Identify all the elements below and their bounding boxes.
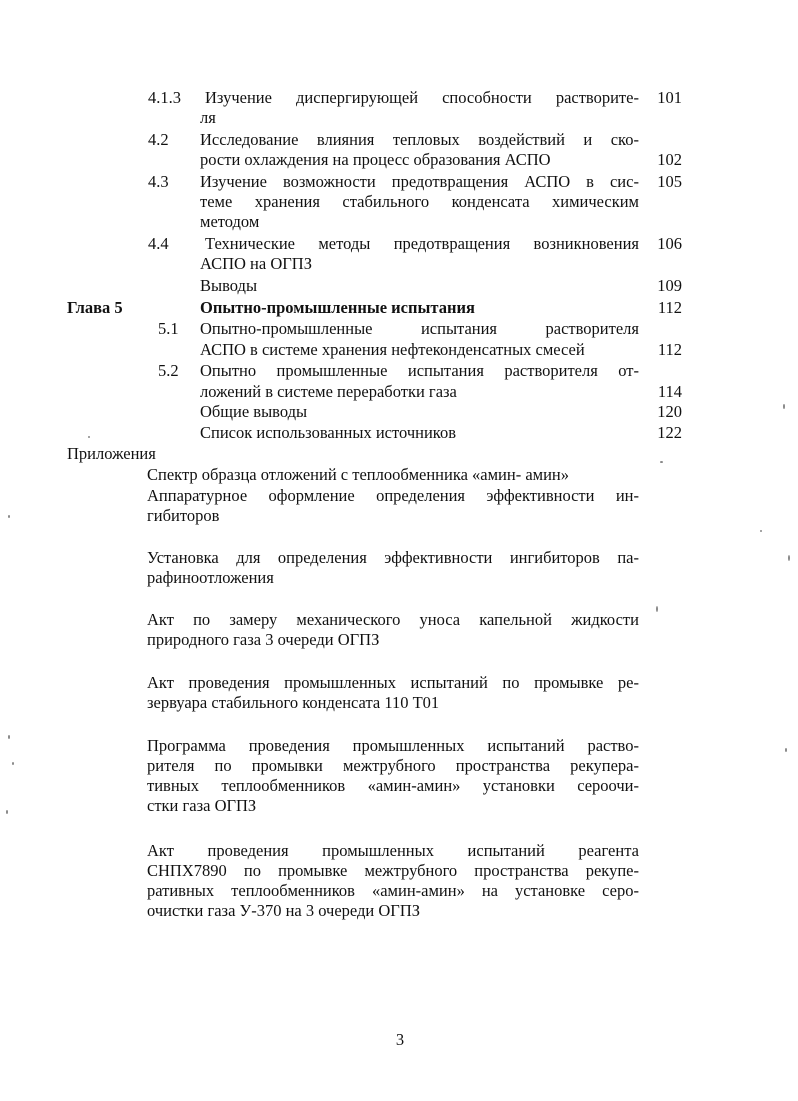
toc-page-number: 101 — [657, 88, 682, 107]
toc-text-line: рости охлаждения на процесс образования АСПО — [200, 150, 551, 169]
appendix-line: гибиторов — [147, 506, 220, 525]
appendix-line: стки газа ОГПЗ — [147, 796, 257, 815]
appendix-line: СНПХ7890 по промывке межтрубного пространства рекупе- — [147, 861, 639, 880]
toc-page-number: 122 — [657, 423, 682, 442]
toc-page-number: 106 — [657, 234, 682, 253]
toc-text-line: Опытно-промышленные испытания растворителя — [200, 319, 639, 338]
appendix-item — [147, 610, 639, 650]
appendix-item — [147, 841, 639, 921]
toc-page-number: 120 — [657, 402, 682, 421]
page-number: 3 — [395, 1030, 405, 1049]
toc-page-number: 112 — [657, 340, 682, 359]
toc-page-number: 112 — [657, 298, 682, 317]
toc-text-line: методом — [200, 212, 260, 231]
toc-text-line: ложений в системе переработки газа — [200, 382, 457, 401]
toc-number: 4.4 — [148, 234, 169, 253]
appendix-line: Акт проведения промышленных испытаний реагента — [147, 841, 639, 860]
scan-speck — [785, 748, 787, 752]
appendix-line: Акт проведения промышленных испытаний по промывке ре- — [147, 673, 639, 692]
toc-text-line: Изучение возможности предотвращения АСПО в сис- — [200, 172, 639, 191]
toc-text-line: Опытно промышленные испытания растворителя от- — [200, 361, 639, 380]
toc-number: 4.2 — [148, 130, 169, 149]
appendix-line: тивных теплообменников «амин-амин» установки сероочи- — [147, 776, 639, 795]
toc-page-number: 114 — [657, 382, 682, 401]
appendix-line: Спектр образца отложений с теплообменника «амин- амин» — [147, 465, 570, 484]
toc-number: 4.1.3 — [148, 88, 181, 107]
toc-text-line: Изучение диспергирующей способности растворите- — [205, 88, 639, 107]
toc-page-number: 109 — [657, 276, 682, 295]
toc-text-line: теме хранения стабильного конденсата химическим — [200, 192, 639, 211]
toc-text-line: Общие выводы — [200, 402, 308, 421]
toc-text-line: АСПО на ОГПЗ — [200, 254, 312, 273]
appendix-line: очистки газа У-370 на 3 очереди ОГПЗ — [147, 901, 421, 920]
scan-speck — [660, 461, 663, 463]
appendix-line: Установка для определения эффективности ингибиторов па- — [147, 548, 639, 567]
scan-speck — [8, 735, 10, 739]
scan-speck — [783, 404, 785, 409]
chapter-label: Глава 5 — [67, 298, 123, 317]
toc-text-line: ля — [200, 108, 216, 127]
scan-speck — [760, 530, 762, 532]
appendix-line: рителя по промывки межтрубного пространства рекупера- — [147, 756, 639, 775]
appendix-line: зервуара стабильного конденсата 110 Т01 — [147, 693, 440, 712]
appendix-line: Акт по замеру механического уноса капельной жидкости — [147, 610, 639, 629]
appendix-item — [147, 465, 639, 485]
scan-speck — [8, 515, 10, 518]
toc-number: 4.3 — [148, 172, 169, 191]
appendix-item — [147, 736, 639, 816]
appendix-line: Программа проведения промышленных испытаний раство- — [147, 736, 639, 755]
toc-text-line: Список использованных источников — [200, 423, 456, 442]
toc-text-line: Исследование влияния тепловых воздействий и ско- — [200, 130, 639, 149]
appendix-line: Аппаратурное оформление определения эффективности ин- — [147, 486, 639, 505]
appendix-line: ративных теплообменников «амин-амин» на установке серо- — [147, 881, 639, 900]
toc-text-line: Технические методы предотвращения возникновения — [205, 234, 639, 253]
appendix-line: рафиноотложения — [147, 568, 274, 587]
scan-speck — [788, 555, 790, 561]
scan-speck — [12, 762, 14, 765]
toc-number: 5.2 — [158, 361, 179, 380]
appendix-item — [147, 486, 639, 526]
appendix-heading: Приложения — [67, 444, 156, 463]
toc-page-number: 105 — [657, 172, 682, 191]
appendix-item — [147, 548, 639, 588]
toc-text-line: АСПО в системе хранения нефтеконденсатных смесей — [200, 340, 585, 359]
scan-speck — [88, 436, 90, 438]
toc-number: 5.1 — [158, 319, 179, 338]
scan-speck — [6, 810, 8, 814]
scan-speck — [656, 606, 658, 612]
toc-page-number: 102 — [657, 150, 682, 169]
toc-text-line: Выводы — [200, 276, 258, 295]
appendix-line: природного газа 3 очереди ОГПЗ — [147, 630, 380, 649]
chapter-title: Опытно-промышленные испытания — [200, 298, 475, 317]
appendix-item — [147, 673, 639, 713]
